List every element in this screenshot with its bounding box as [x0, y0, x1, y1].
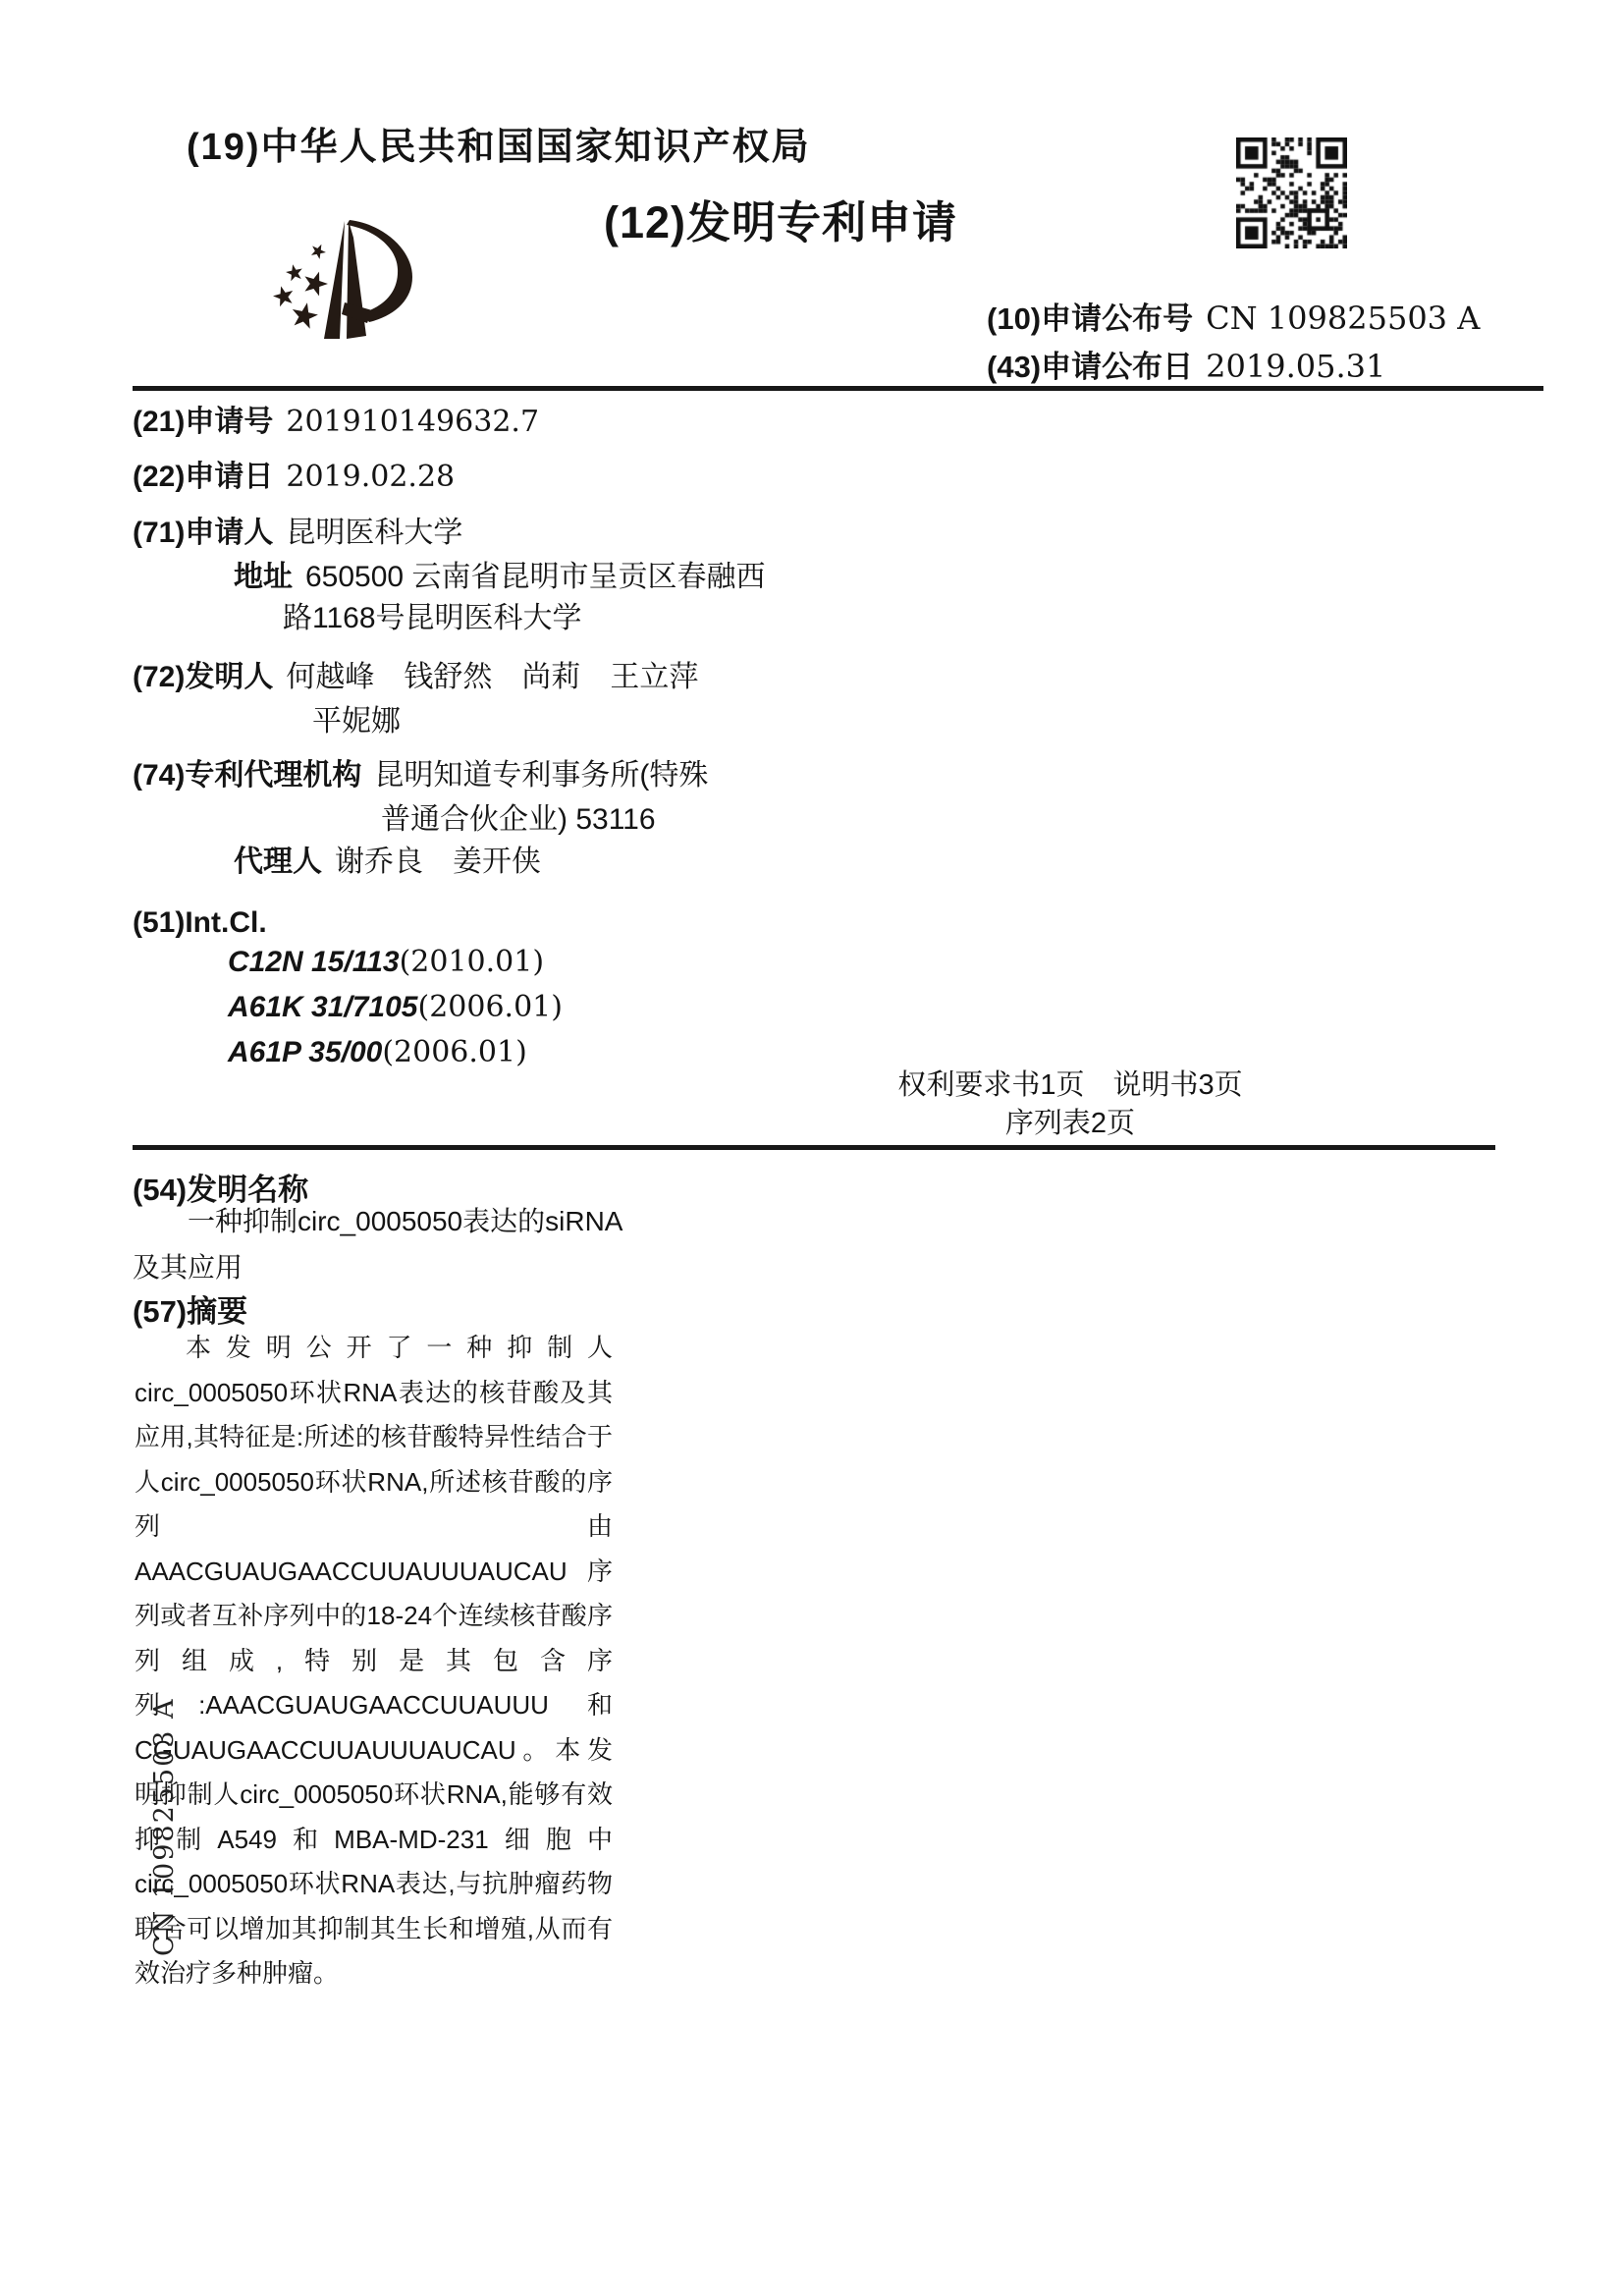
- applicant-line: [133, 516, 462, 551]
- divider-top: [133, 386, 1543, 391]
- int-cl-label: (51)Int.Cl.: [133, 906, 267, 939]
- address-value-2: 路1168号昆明医科大学: [283, 602, 582, 634]
- agency-label: (74)专利代理机构: [133, 759, 362, 792]
- invention-title: 一种抑制circ_0005050表达的siRNA及其应用: [133, 1206, 623, 1283]
- application-number-line: [133, 405, 539, 440]
- doc-type-title: (12)发明专利申请: [604, 197, 958, 247]
- application-number-value: 201910149632.7: [286, 405, 540, 439]
- inventors-value-2: 平妮娜: [312, 705, 401, 738]
- publication-number-line: [987, 295, 1480, 343]
- agent-value: 谢乔良 姜开侠: [335, 846, 541, 878]
- cnipa-logo: [247, 208, 444, 370]
- office-header: (19)中华人民共和国国家知识产权局: [187, 127, 811, 168]
- agency-value-2: 普通合伙企业) 53116: [381, 803, 656, 836]
- pub-date-value: 2019.05.31: [1206, 348, 1386, 385]
- inventors-line-2: [312, 704, 401, 739]
- publication-info: [987, 295, 1480, 391]
- applicant-value: 昆明医科大学: [286, 517, 463, 549]
- pub-number-label: (10)申请公布号: [987, 301, 1194, 336]
- abstract-text: 本发明公开了一种抑制人circ_0005050环状RNA表达的核苷酸及其应用,其特征是:所述的核苷酸特异性结合于人circ_0005050环状RNA,所述核苷酸的序列由AAACGUAUGAACCUUAUUUAUCAU序列或者互补序列中的18-24个连续核苷酸序列组成,特别是其包含序列:AAACGUAUGAACCUUAUUU和CGUAUGAACCUUAUUUAUCAU。本发明抑制人circ_0005050环状RNA,能够有效抑制A549和MBA-MD-231细胞中circ_0005050环状RNA表达,与抗肿瘤药物联合可以增加其抑制其生长和增殖,从而有效治疗多种肿瘤。: [135, 1333, 613, 1988]
- agent-line: [234, 845, 541, 880]
- divider-middle: [133, 1145, 1495, 1150]
- ipc-version: (2006.01): [382, 1035, 527, 1069]
- inventors-value-1: 何越峰 钱舒然 尚莉 王立萍: [286, 661, 699, 693]
- ipc-code: A61K 31/7105: [228, 991, 418, 1023]
- pages-note-line-1: 权利要求书1页 说明书3页: [897, 1069, 1243, 1101]
- inventors-label: (72)发明人: [133, 661, 274, 693]
- address-line-2: [283, 601, 582, 636]
- application-date-line: [133, 460, 455, 495]
- pages-note: [864, 1066, 1276, 1143]
- qr-code: [1236, 137, 1347, 248]
- application-number-label: (21)申请号: [133, 406, 274, 438]
- inventors-line-1: [133, 660, 698, 695]
- ipc-entry: [228, 1035, 527, 1069]
- agency-line-1: [133, 758, 708, 793]
- agency-line-2: [381, 802, 656, 838]
- pub-date-label: (43)申请公布日: [987, 350, 1194, 384]
- pages-note-line-2: 序列表2页: [1004, 1108, 1136, 1139]
- ipc-entry: [228, 945, 544, 979]
- side-publication-code: CN 109825503 A: [149, 1697, 180, 1956]
- agent-label: 代理人: [234, 846, 322, 878]
- title-section-label: (54)发明名称: [133, 1173, 309, 1207]
- ipc-code: A61P 35/00: [228, 1036, 383, 1068]
- pub-number-value: CN 109825503 A: [1206, 300, 1481, 337]
- publication-date-line: [987, 343, 1480, 391]
- agency-value-1: 昆明知道专利事务所(特殊: [374, 759, 709, 792]
- ipc-version: (2006.01): [417, 990, 563, 1024]
- application-date-label: (22)申请日: [133, 461, 274, 493]
- application-date-value: 2019.02.28: [286, 460, 456, 494]
- address-label: 地址: [234, 561, 293, 593]
- ipc-entry: [228, 990, 563, 1024]
- ipc-version: (2010.01): [399, 945, 545, 979]
- abstract-section-label: (57)摘要: [133, 1294, 248, 1329]
- applicant-label: (71)申请人: [133, 517, 274, 549]
- address-line-1: [234, 560, 765, 595]
- address-value-1: 650500 云南省昆明市呈贡区春融西: [305, 561, 766, 593]
- ipc-code: C12N 15/113: [228, 946, 400, 978]
- logo-left-spire: [324, 221, 345, 339]
